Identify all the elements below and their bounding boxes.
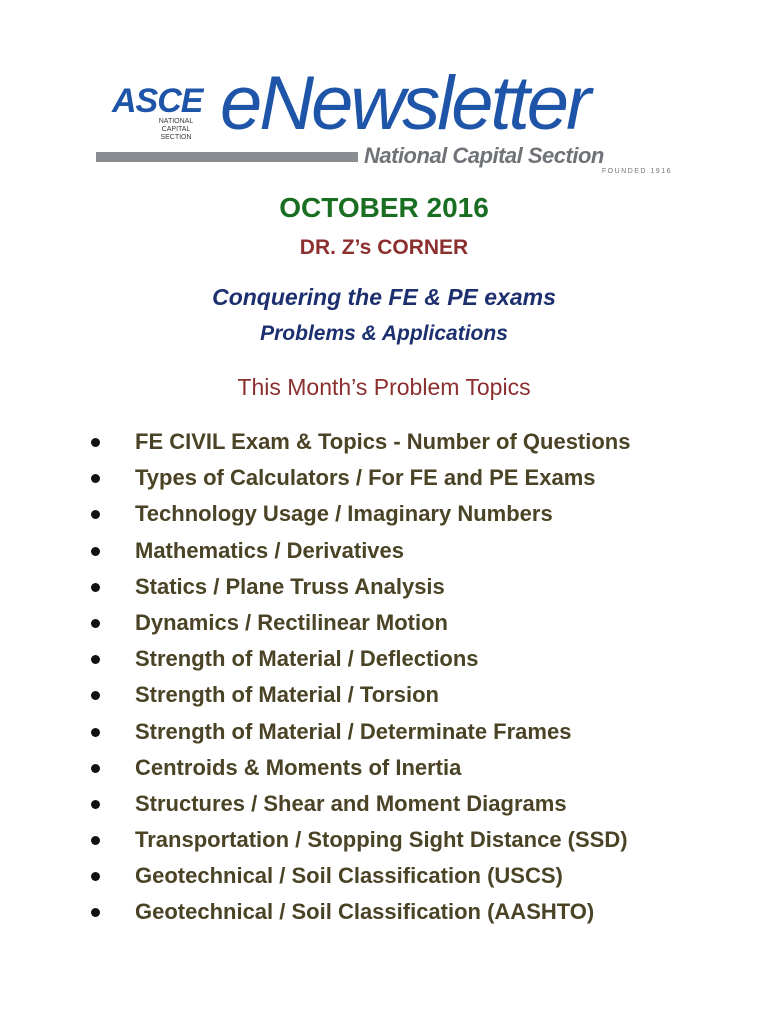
- asce-logo-subtitle-line1: NATIONAL CAPITAL: [158, 118, 194, 133]
- bullet-icon: [91, 691, 100, 700]
- asce-logo: [112, 84, 216, 144]
- topic-item: [88, 460, 630, 496]
- topic-text: Centroids & Moments of Inertia: [135, 754, 462, 780]
- topic-item: [88, 641, 630, 677]
- topic-text: Technology Usage / Imaginary Numbers: [135, 501, 553, 527]
- asce-logo-subtitle-line2: SECTION: [160, 134, 192, 141]
- topic-item: [88, 533, 630, 569]
- topic-text: Strength of Material / Torsion: [135, 682, 439, 708]
- bullet-icon: [91, 510, 100, 519]
- newsletter-title: eNewsletter: [220, 61, 589, 146]
- topic-item: [88, 822, 630, 858]
- topic-item: [88, 424, 630, 460]
- topic-text: Transportation / Stopping Sight Distance (SSD): [135, 827, 628, 853]
- topic-item: [88, 605, 630, 641]
- topic-text: Strength of Material / Determinate Frames: [135, 718, 572, 744]
- topic-item: [88, 569, 630, 605]
- bullet-icon: [91, 583, 100, 592]
- topic-item: [88, 714, 630, 750]
- asce-logo-text: ASCE: [112, 82, 203, 120]
- masthead-divider-bar: [96, 152, 358, 162]
- topic-text: Structures / Shear and Moment Diagrams: [135, 790, 567, 816]
- topics-heading: This Month’s Problem Topics: [237, 374, 531, 400]
- issue-month: OCTOBER 2016: [279, 192, 489, 223]
- asce-logo-subtitle: [144, 118, 208, 142]
- bullet-icon: [91, 438, 100, 447]
- column-title: DR. Z’s CORNER: [299, 236, 469, 259]
- topic-item: [88, 786, 630, 822]
- topic-text: Strength of Material / Deflections: [135, 646, 479, 672]
- section-name: National Capital Section: [364, 143, 604, 168]
- masthead: [96, 61, 676, 180]
- topic-text: Geotechnical / Soil Classification (USCS): [135, 863, 563, 889]
- topic-item: [88, 858, 630, 894]
- bullet-icon: [91, 728, 100, 737]
- headline: Conquering the FE & PE exams: [212, 284, 556, 310]
- bullet-icon: [91, 655, 100, 664]
- bullet-icon: [91, 836, 100, 845]
- bullet-icon: [91, 800, 100, 809]
- bullet-icon: [91, 908, 100, 917]
- topic-list: [88, 424, 630, 931]
- topic-text: Mathematics / Derivatives: [135, 537, 405, 563]
- topic-text: Geotechnical / Soil Classification (AASHTO): [135, 899, 595, 925]
- bullet-icon: [91, 547, 100, 556]
- topic-item: [88, 496, 630, 532]
- topic-text: FE CIVIL Exam & Topics - Number of Questions: [135, 429, 631, 454]
- topic-item: [88, 750, 630, 786]
- bullet-icon: [91, 872, 100, 881]
- topic-text: Types of Calculators / For FE and PE Exams: [135, 465, 596, 491]
- bullet-icon: [91, 619, 100, 628]
- topic-text: Dynamics / Rectilinear Motion: [135, 609, 448, 635]
- founded-year: FOUNDED 1916: [601, 168, 672, 175]
- topic-item: [88, 677, 630, 713]
- topic-item: [88, 894, 630, 930]
- bullet-icon: [91, 474, 100, 483]
- bullet-icon: [91, 764, 100, 773]
- subheadline: Problems & Applications: [260, 322, 508, 345]
- topic-text: Statics / Plane Truss Analysis: [135, 573, 445, 599]
